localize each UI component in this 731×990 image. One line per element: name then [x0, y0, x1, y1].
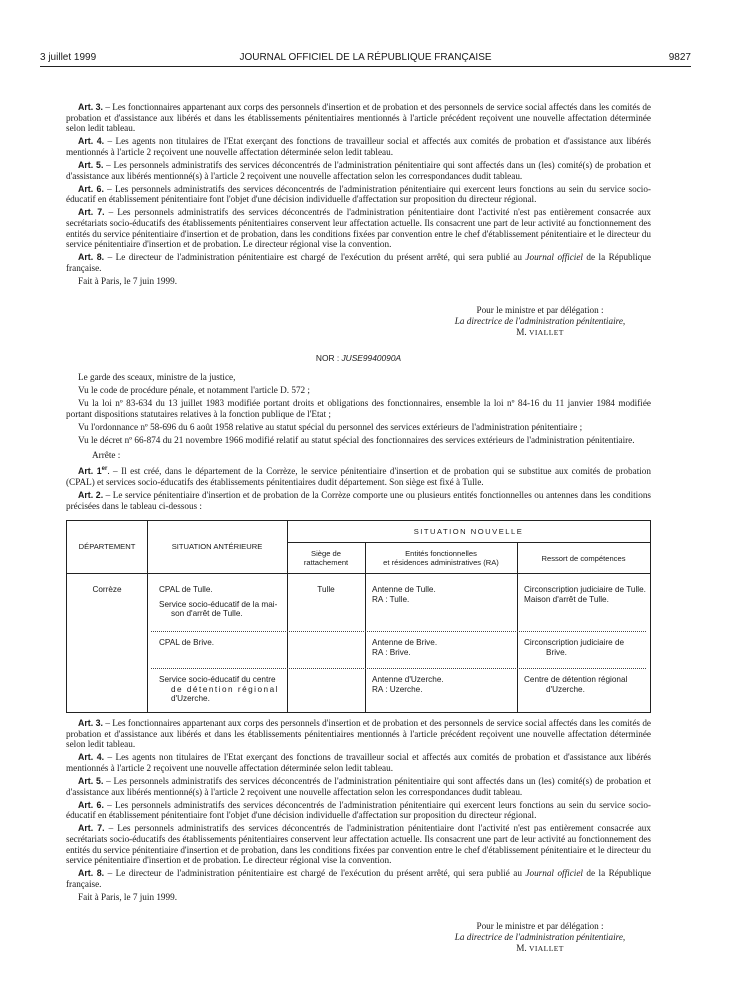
- article-4: Art. 4. – Les agents non titulaires de l'Etat exerçant des fonctions de travailleur social et affectés aux comités de probation et d'assistance aux libérés mentionnés à l'article 2 reçoivent une nouvelle affectation déterminée selon ledit tableau.: [66, 136, 651, 157]
- article-6: Art. 6. – Les personnels administratifs des services déconcentrés de l'administration pénitentiaire qui exercent leurs fonctions au sein du service socio-éducatif en établissement pénitentiaire font l'objet d'une décision individuelle d'affectation sur proposition du directeur régional.: [66, 183, 651, 205]
- header-siege: Siège de rattachement: [303, 549, 349, 567]
- signature-block: [400, 921, 680, 954]
- signature-line-1: Pour le ministre et par délégation :: [476, 305, 604, 315]
- first-decree-articles: [66, 102, 651, 289]
- table-col-divider: [517, 542, 518, 712]
- article-3: Art. 3. – Les fonctionnaires appartenant aux corps des personnels d'insertion et de probation et des personnels de service social affectés dans les comités de probation et d'assistance aux libérés et dans les établissements pénitentiaires mentionnés à l'article précédent reçoivent une nouvelle affectation déterminée selon ledit tableau.: [66, 102, 652, 134]
- cell-siege: Tulle: [317, 585, 335, 594]
- fait-a-paris: Fait à Paris, le 7 juin 1999.: [78, 891, 178, 902]
- article-8: Art. 8. – Le directeur de l'administration pénitentiaire est chargé de l'exécution du présent arrêté, qui sera publié au Journal officiel de la République française.: [66, 868, 652, 889]
- second-decree-preamble: [66, 372, 651, 514]
- second-decree-articles: [66, 718, 651, 905]
- visa-loi: Vu la loi nº 83-634 du 13 juillet 1983 modifiée portant droits et obligations des fonctionnaires, ensemble la loi nº 84-16 du 11 janvier 1984 modifiée portant dispositions statutaires relatives à la fonction publique de l'Etat ;: [66, 398, 651, 419]
- nor-reference: NOR : JUSE9940090A: [315, 353, 402, 363]
- signature-line-1: Pour le ministre et par délégation :: [476, 921, 604, 931]
- cell-entites-row1: Antenne de Tulle. RA : Tulle.: [372, 585, 436, 604]
- cell-ressort-row3: Centre de détention régional d'Uzerche.: [524, 675, 628, 694]
- article-8: Art. 8. – Le directeur de l'administration pénitentiaire est chargé de l'exécution du présent arrêté, qui sera publié au Journal officiel de la République française.: [66, 252, 652, 273]
- visa-decret: Vu le décret nº 66-874 du 21 novembre 1966 modifié relatif au statut spécial des fonctionnaires des services extérieurs de l'administration pénitentiaire.: [78, 434, 635, 445]
- visa-minister: Le garde des sceaux, ministre de la justice,: [78, 372, 236, 382]
- article-7: Art. 7. – Les personnels administratifs des services déconcentrés de l'administration pénitentiaire dont l'activité n'est pas entièrement consacrée aux secrétariats socio-éducatifs des établissements pénitentiaires conservent leur affectation actuelle. Ils consacrent une part de leur activité au fonctionnement des entités du service pénitentiaire d'insertion et de probation, dans les conditions fixées par convention entre le chef d'établissement pénitentiaire et le directeur du service pénitentiaire d'insertion et de probation. Le directeur régional vise la convention.: [66, 207, 651, 250]
- article-2: Art. 2. – Le service pénitentiaire d'insertion et de probation de la Corrèze comporte une ou plusieurs entités fonctionnelles ou antennes dans les conditions précisées dans le tableau ci-dessous :: [66, 489, 651, 511]
- article-5: Art. 5. – Les personnels administratifs des services déconcentrés de l'administration pénitentiaire qui sont affectés dans un (les) comité(s) de probation et d'assistance aux libérés mentionné(s) à l'article 2 reçoivent une nouvelle affectation selon les correspondances dudit tableau.: [66, 159, 652, 181]
- arrete-heading: Arrête :: [92, 449, 121, 460]
- visa-ordonnance: Vu l'ordonnance nº 58-696 du 6 août 1958 relative au statut spécial du personnel des services extérieurs de l'administration pénitentiaire ;: [78, 421, 583, 432]
- header-departement: DÉPARTEMENT: [78, 542, 136, 551]
- header-situation-nouvelle: SITUATION NOUVELLE: [413, 527, 524, 536]
- cell-departement: Corrèze: [92, 585, 122, 594]
- running-header: [40, 52, 691, 66]
- cell-entites-row2: Antenne de Brive. RA : Brive.: [372, 638, 438, 657]
- header-rule: [40, 66, 691, 67]
- table-header-rule: [67, 573, 650, 574]
- header-page-number: 9827: [668, 52, 691, 63]
- article-3: Art. 3. – Les fonctionnaires appartenant aux corps des personnels d'insertion et de probation et des personnels de service social affectés dans les comités de probation et d'assistance aux libérés et dans les établissements pénitentiaires mentionnés à l'article précédent reçoivent une nouvelle affectation déterminée selon ledit tableau.: [66, 718, 652, 750]
- cell-anterieure-row2: CPAL de Brive.: [159, 638, 215, 647]
- article-5: Art. 5. – Les personnels administratifs des services déconcentrés de l'administration pénitentiaire qui sont affectés dans un (les) comité(s) de probation et d'assistance aux libérés mentionné(s) à l'article 2 reçoivent une nouvelle affectation selon les correspondances dudit tableau.: [66, 775, 652, 797]
- signature-line-2: La directrice de l'administration pénitentiaire,: [454, 316, 626, 326]
- cell-ressort-row1: Circonscription judiciaire de Tulle. Maison d'arrêt de Tulle.: [524, 585, 646, 604]
- signature-name: M. VIALLET: [516, 943, 564, 953]
- visa-code: Vu le code de procédure pénale, et notamment l'article D. 572 ;: [78, 385, 310, 396]
- header-situation-anterieure: SITUATION ANTÉRIEURE: [171, 542, 263, 551]
- cell-entites-row3: Antenne d'Uzerche. RA : Uzerche.: [372, 675, 444, 694]
- header-entites: Entités fonctionnelles et résidences administratives (RA): [383, 549, 499, 567]
- signature-line-2: La directrice de l'administration pénitentiaire,: [454, 932, 626, 942]
- article-4: Art. 4. – Les agents non titulaires de l'Etat exerçant des fonctions de travailleur social et affectés aux comités de probation et d'assistance aux libérés mentionnés à l'article 2 reçoivent une nouvelle affectation déterminée selon ledit tableau.: [66, 752, 651, 773]
- affectation-table: [66, 520, 651, 713]
- cell-anterieure-row1: CPAL de Tulle. Service socio-éducatif de la mai- son d'arrêt de Tulle.: [159, 585, 278, 619]
- fait-a-paris: Fait à Paris, le 7 juin 1999.: [78, 275, 178, 286]
- table-subheader-rule: [287, 542, 650, 543]
- article-1: Art. 1er. – Il est créé, dans le département de la Corrèze, le service pénitentiaire d'insertion et de probation qui se substitue aux comités de probation (CPAL) et services socio-éducatifs des établissements pénitentiaires dudit département. Son siège est fixé à Tulle.: [66, 466, 651, 487]
- cell-anterieure-row3: Service socio-éducatif du centre de détention régional d'Uzerche.: [159, 675, 279, 704]
- header-journal-title: JOURNAL OFFICIEL DE LA RÉPUBLIQUE FRANÇAISE: [239, 52, 492, 63]
- header-date: 3 juillet 1999: [40, 52, 97, 63]
- table-row-separator: [151, 668, 646, 669]
- table-col-divider: [365, 542, 366, 712]
- signature-name: M. VIALLET: [516, 327, 564, 337]
- article-7: Art. 7. – Les personnels administratifs des services déconcentrés de l'administration pénitentiaire dont l'activité n'est pas entièrement consacrée aux secrétariats socio-éducatifs des établissements pénitentiaires conservent leur affectation actuelle. Ils consacrent une part de leur activité au fonctionnement des entités du service pénitentiaire d'insertion et de probation, dans les conditions fixées par convention entre le chef d'établissement pénitentiaire et le directeur du service pénitentiaire d'insertion et de probation. Le directeur régional vise la convention.: [66, 823, 651, 866]
- article-6: Art. 6. – Les personnels administratifs des services déconcentrés de l'administration pénitentiaire qui exercent leurs fonctions au sein du service socio-éducatif en établissement pénitentiaire font l'objet d'une décision individuelle d'affectation sur proposition du directeur régional.: [66, 799, 651, 821]
- signature-block: [400, 305, 680, 338]
- cell-ressort-row2: Circonscription judiciaire de Brive.: [524, 638, 625, 657]
- table-row-separator: [151, 631, 646, 632]
- header-ressort: Ressort de compétences: [541, 554, 626, 563]
